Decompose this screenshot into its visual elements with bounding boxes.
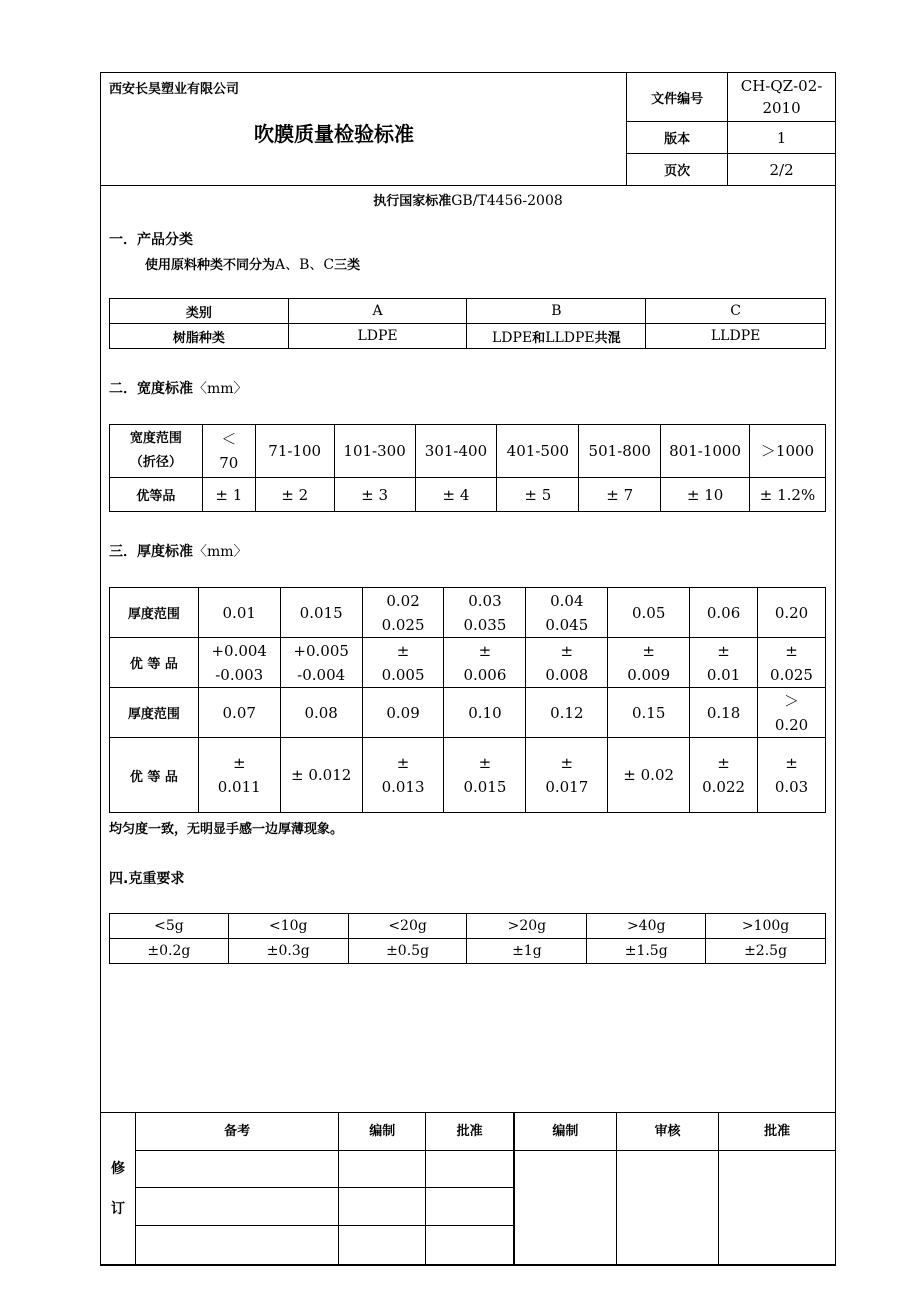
weight-tolerance: ±0.5g — [348, 939, 467, 964]
section3-heading — [109, 541, 248, 561]
thickness-range — [526, 588, 608, 638]
section2-heading — [109, 378, 248, 398]
width-range: ＞1000 — [750, 425, 826, 478]
thickness-range — [444, 588, 526, 638]
weight-tolerance: ±1g — [467, 939, 587, 964]
category-table — [109, 298, 826, 349]
resin-b-2: 和 — [532, 330, 546, 346]
width-range: 301-400 — [415, 425, 497, 478]
thickness-range: 0.12 — [526, 688, 608, 738]
width-range: 801-1000 — [661, 425, 750, 478]
tolerance-line: ± — [396, 641, 410, 660]
thickness-tolerance — [198, 738, 280, 813]
revision-side-label — [101, 1113, 136, 1266]
width-tolerance: ± 7 — [579, 478, 661, 512]
thickness-range-label: 厚度范围 — [110, 588, 199, 638]
thickness-tolerance: ± 0.012 — [280, 738, 362, 813]
resin-label: 树脂种类 — [110, 324, 289, 349]
tolerance-line: 0.009 — [627, 665, 671, 684]
tolerance-line: ± — [396, 754, 410, 772]
width-range-label-2: （折径） — [129, 455, 182, 470]
thickness-range-line: 0.045 — [545, 615, 589, 634]
thickness-tolerance — [526, 738, 608, 813]
signature-cell — [616, 1151, 719, 1266]
doc-no-line-1: CH-QZ-02- — [740, 77, 823, 95]
weight-range: <20g — [348, 914, 467, 939]
version-label: 版本 — [627, 122, 728, 154]
tolerance-line: ± — [717, 754, 730, 772]
width-tolerance: ± 10 — [661, 478, 750, 512]
resin-b — [467, 324, 646, 349]
thickness-range-line: 0.02 — [386, 591, 420, 610]
thickness-tolerance — [444, 738, 526, 813]
thickness-tolerance — [758, 638, 826, 688]
weight-table — [109, 913, 826, 964]
width-tolerance: ± 3 — [334, 478, 415, 512]
tolerance-line: 0.017 — [545, 778, 589, 796]
revision-cell — [339, 1151, 426, 1188]
thickness-range: 0.07 — [198, 688, 280, 738]
tolerance-line: 0.008 — [545, 665, 589, 684]
width-range-1b: 70 — [219, 454, 239, 472]
revision-cell — [426, 1226, 514, 1266]
weight-tolerance: ±0.2g — [110, 939, 229, 964]
revision-cell — [339, 1226, 426, 1266]
thickness-grade-label: 优 等 品 — [110, 638, 199, 688]
width-tolerance: ± 4 — [415, 478, 497, 512]
thickness-tolerance — [690, 638, 758, 688]
thickness-tolerance — [526, 638, 608, 688]
thickness-tolerance — [758, 738, 826, 813]
width-range: 501-800 — [579, 425, 661, 478]
tolerance-line: ± — [232, 754, 246, 772]
category-c: C — [646, 299, 826, 324]
weight-range: >100g — [706, 914, 826, 939]
thickness-range: 0.09 — [362, 688, 444, 738]
revision-cell — [426, 1151, 514, 1188]
tolerance-line: -0.004 — [297, 665, 346, 684]
page-label: 页次 — [627, 154, 728, 186]
thickness-range: 0.20 — [758, 588, 826, 638]
width-range-label-1: 宽度范围 — [129, 431, 182, 446]
tolerance-line: 0.022 — [702, 778, 746, 796]
company-name: 西安长昊塑业有限公司 — [109, 82, 240, 97]
tolerance-line: +0.004 — [211, 641, 267, 660]
tolerance-line: 0.005 — [381, 665, 425, 684]
resin-b-3: LLDPE — [545, 329, 595, 346]
thickness-range: 0.15 — [608, 688, 690, 738]
width-tolerance: ± 1.2% — [750, 478, 826, 512]
thickness-tolerance — [362, 738, 444, 813]
revision-side-label-2: 订 — [110, 1201, 125, 1217]
review-header: 审核 — [616, 1113, 719, 1151]
thickness-grade-label: 优 等 品 — [110, 738, 199, 813]
weight-range: <10g — [228, 914, 348, 939]
section2-title: 二．宽度标准 — [109, 381, 193, 397]
thickness-range-line: 0.025 — [381, 615, 425, 634]
edit-header: 编制 — [339, 1113, 426, 1151]
edit-header-2: 编制 — [515, 1113, 617, 1151]
revision-side-label-1: 修 — [110, 1161, 125, 1177]
uniformity-note: 均匀度一致，无明显手感一边厚薄现象。 — [109, 822, 344, 837]
revision-table-right — [514, 1112, 836, 1266]
approve-header-2: 批准 — [719, 1113, 836, 1151]
section3-title: 三．厚度标准 — [109, 544, 193, 560]
weight-tolerance: ±0.3g — [228, 939, 348, 964]
resin-b-4: 共混 — [594, 330, 621, 346]
revision-cell — [426, 1188, 514, 1226]
header-table — [100, 72, 836, 186]
doc-no-line-2: 2010 — [762, 99, 801, 117]
section2-unit: 〈mm〉 — [193, 381, 248, 397]
tolerance-line: 0.013 — [381, 778, 425, 796]
tolerance-line: ± — [785, 641, 798, 660]
width-tolerance: ± 1 — [202, 478, 255, 512]
tolerance-line: ± — [717, 641, 730, 660]
category-a: A — [288, 299, 467, 324]
revision-cell — [339, 1188, 426, 1226]
document-title: 吹膜质量检验标准 — [254, 122, 414, 146]
thickness-range-line: 0.04 — [550, 591, 584, 610]
thickness-tolerance — [690, 738, 758, 813]
width-grade-label: 优等品 — [110, 478, 203, 512]
tolerance-line: 0.006 — [463, 665, 507, 684]
tolerance-line: +0.005 — [293, 641, 349, 660]
category-b: B — [467, 299, 646, 324]
thickness-range — [758, 688, 826, 738]
section1-desc — [145, 254, 360, 274]
standard-prefix: 执行国家标准 — [373, 194, 452, 209]
revision-cell — [135, 1151, 338, 1188]
resin-c: LLDPE — [646, 324, 826, 349]
doc-no-value — [728, 73, 836, 122]
section1-title: 一．产品分类 — [109, 232, 193, 248]
tolerance-line: ± — [560, 641, 574, 660]
tolerance-line: ± — [478, 641, 492, 660]
tolerance-line: 0.025 — [770, 665, 813, 684]
version-value: 1 — [728, 122, 836, 154]
thickness-range — [362, 588, 444, 638]
weight-range: >40g — [587, 914, 706, 939]
width-range: 101-300 — [334, 425, 415, 478]
tolerance-line: ± — [560, 754, 574, 772]
thickness-range-line: 0.035 — [463, 615, 507, 634]
section1-desc-abc: A、B、C — [275, 257, 335, 273]
revision-table-left — [100, 1112, 514, 1266]
revision-cell — [135, 1226, 338, 1266]
resin-a: LDPE — [288, 324, 467, 349]
thickness-tolerance — [444, 638, 526, 688]
weight-tolerance: ±2.5g — [706, 939, 826, 964]
thickness-range: 0.06 — [690, 588, 758, 638]
thickness-tolerance — [198, 638, 280, 688]
thickness-range: 0.05 — [608, 588, 690, 638]
width-range: 71-100 — [255, 425, 334, 478]
width-range-label — [110, 425, 203, 478]
category-label: 类别 — [110, 299, 289, 324]
thickness-range-line: ＞ — [784, 691, 800, 710]
weight-tolerance: ±1.5g — [587, 939, 706, 964]
signature-cell — [719, 1151, 836, 1266]
width-range: 401-500 — [497, 425, 579, 478]
standard-line — [100, 190, 836, 209]
width-table — [109, 424, 826, 512]
page-value: 2/2 — [728, 154, 836, 186]
tolerance-line: 0.015 — [463, 778, 507, 796]
signature-cell — [515, 1151, 617, 1266]
thickness-tolerance — [362, 638, 444, 688]
tolerance-line: 0.01 — [706, 665, 741, 684]
tolerance-line: -0.003 — [215, 665, 264, 684]
thickness-tolerance: ± 0.02 — [608, 738, 690, 813]
header-title-cell — [101, 73, 627, 186]
tolerance-line: ± — [642, 641, 655, 660]
thickness-tolerance — [280, 638, 362, 688]
doc-no-label: 文件编号 — [627, 73, 728, 122]
thickness-range: 0.015 — [280, 588, 362, 638]
resin-b-1: LDPE — [492, 329, 533, 346]
thickness-range-label: 厚度范围 — [110, 688, 199, 738]
approve-header: 批准 — [426, 1113, 514, 1151]
remark-header: 备考 — [135, 1113, 338, 1151]
thickness-range: 0.10 — [444, 688, 526, 738]
tolerance-line: 0.03 — [774, 778, 809, 796]
thickness-range: 0.18 — [690, 688, 758, 738]
standard-code: GB/T4456-2008 — [451, 193, 563, 209]
width-tolerance: ± 5 — [497, 478, 579, 512]
thickness-range-line: 0.03 — [468, 591, 502, 610]
thickness-range-line: 0.20 — [774, 715, 809, 734]
width-range-1a: ＜ — [221, 430, 237, 448]
weight-range: >20g — [467, 914, 587, 939]
weight-range: <5g — [110, 914, 229, 939]
width-tolerance: ± 2 — [255, 478, 334, 512]
revision-cell — [135, 1188, 338, 1226]
thickness-table — [109, 587, 826, 813]
width-range — [202, 425, 255, 478]
section3-unit: 〈mm〉 — [193, 544, 248, 560]
tolerance-line: ± — [478, 754, 492, 772]
tolerance-line: 0.011 — [217, 778, 261, 796]
tolerance-line: ± — [785, 754, 798, 772]
section1-desc-text-2: 三类 — [334, 258, 361, 273]
thickness-range: 0.08 — [280, 688, 362, 738]
section4-title: 四.克重要求 — [109, 871, 185, 887]
thickness-range: 0.01 — [198, 588, 280, 638]
section1-desc-text-1: 使用原料种类不同分为 — [145, 258, 276, 273]
thickness-tolerance — [608, 638, 690, 688]
